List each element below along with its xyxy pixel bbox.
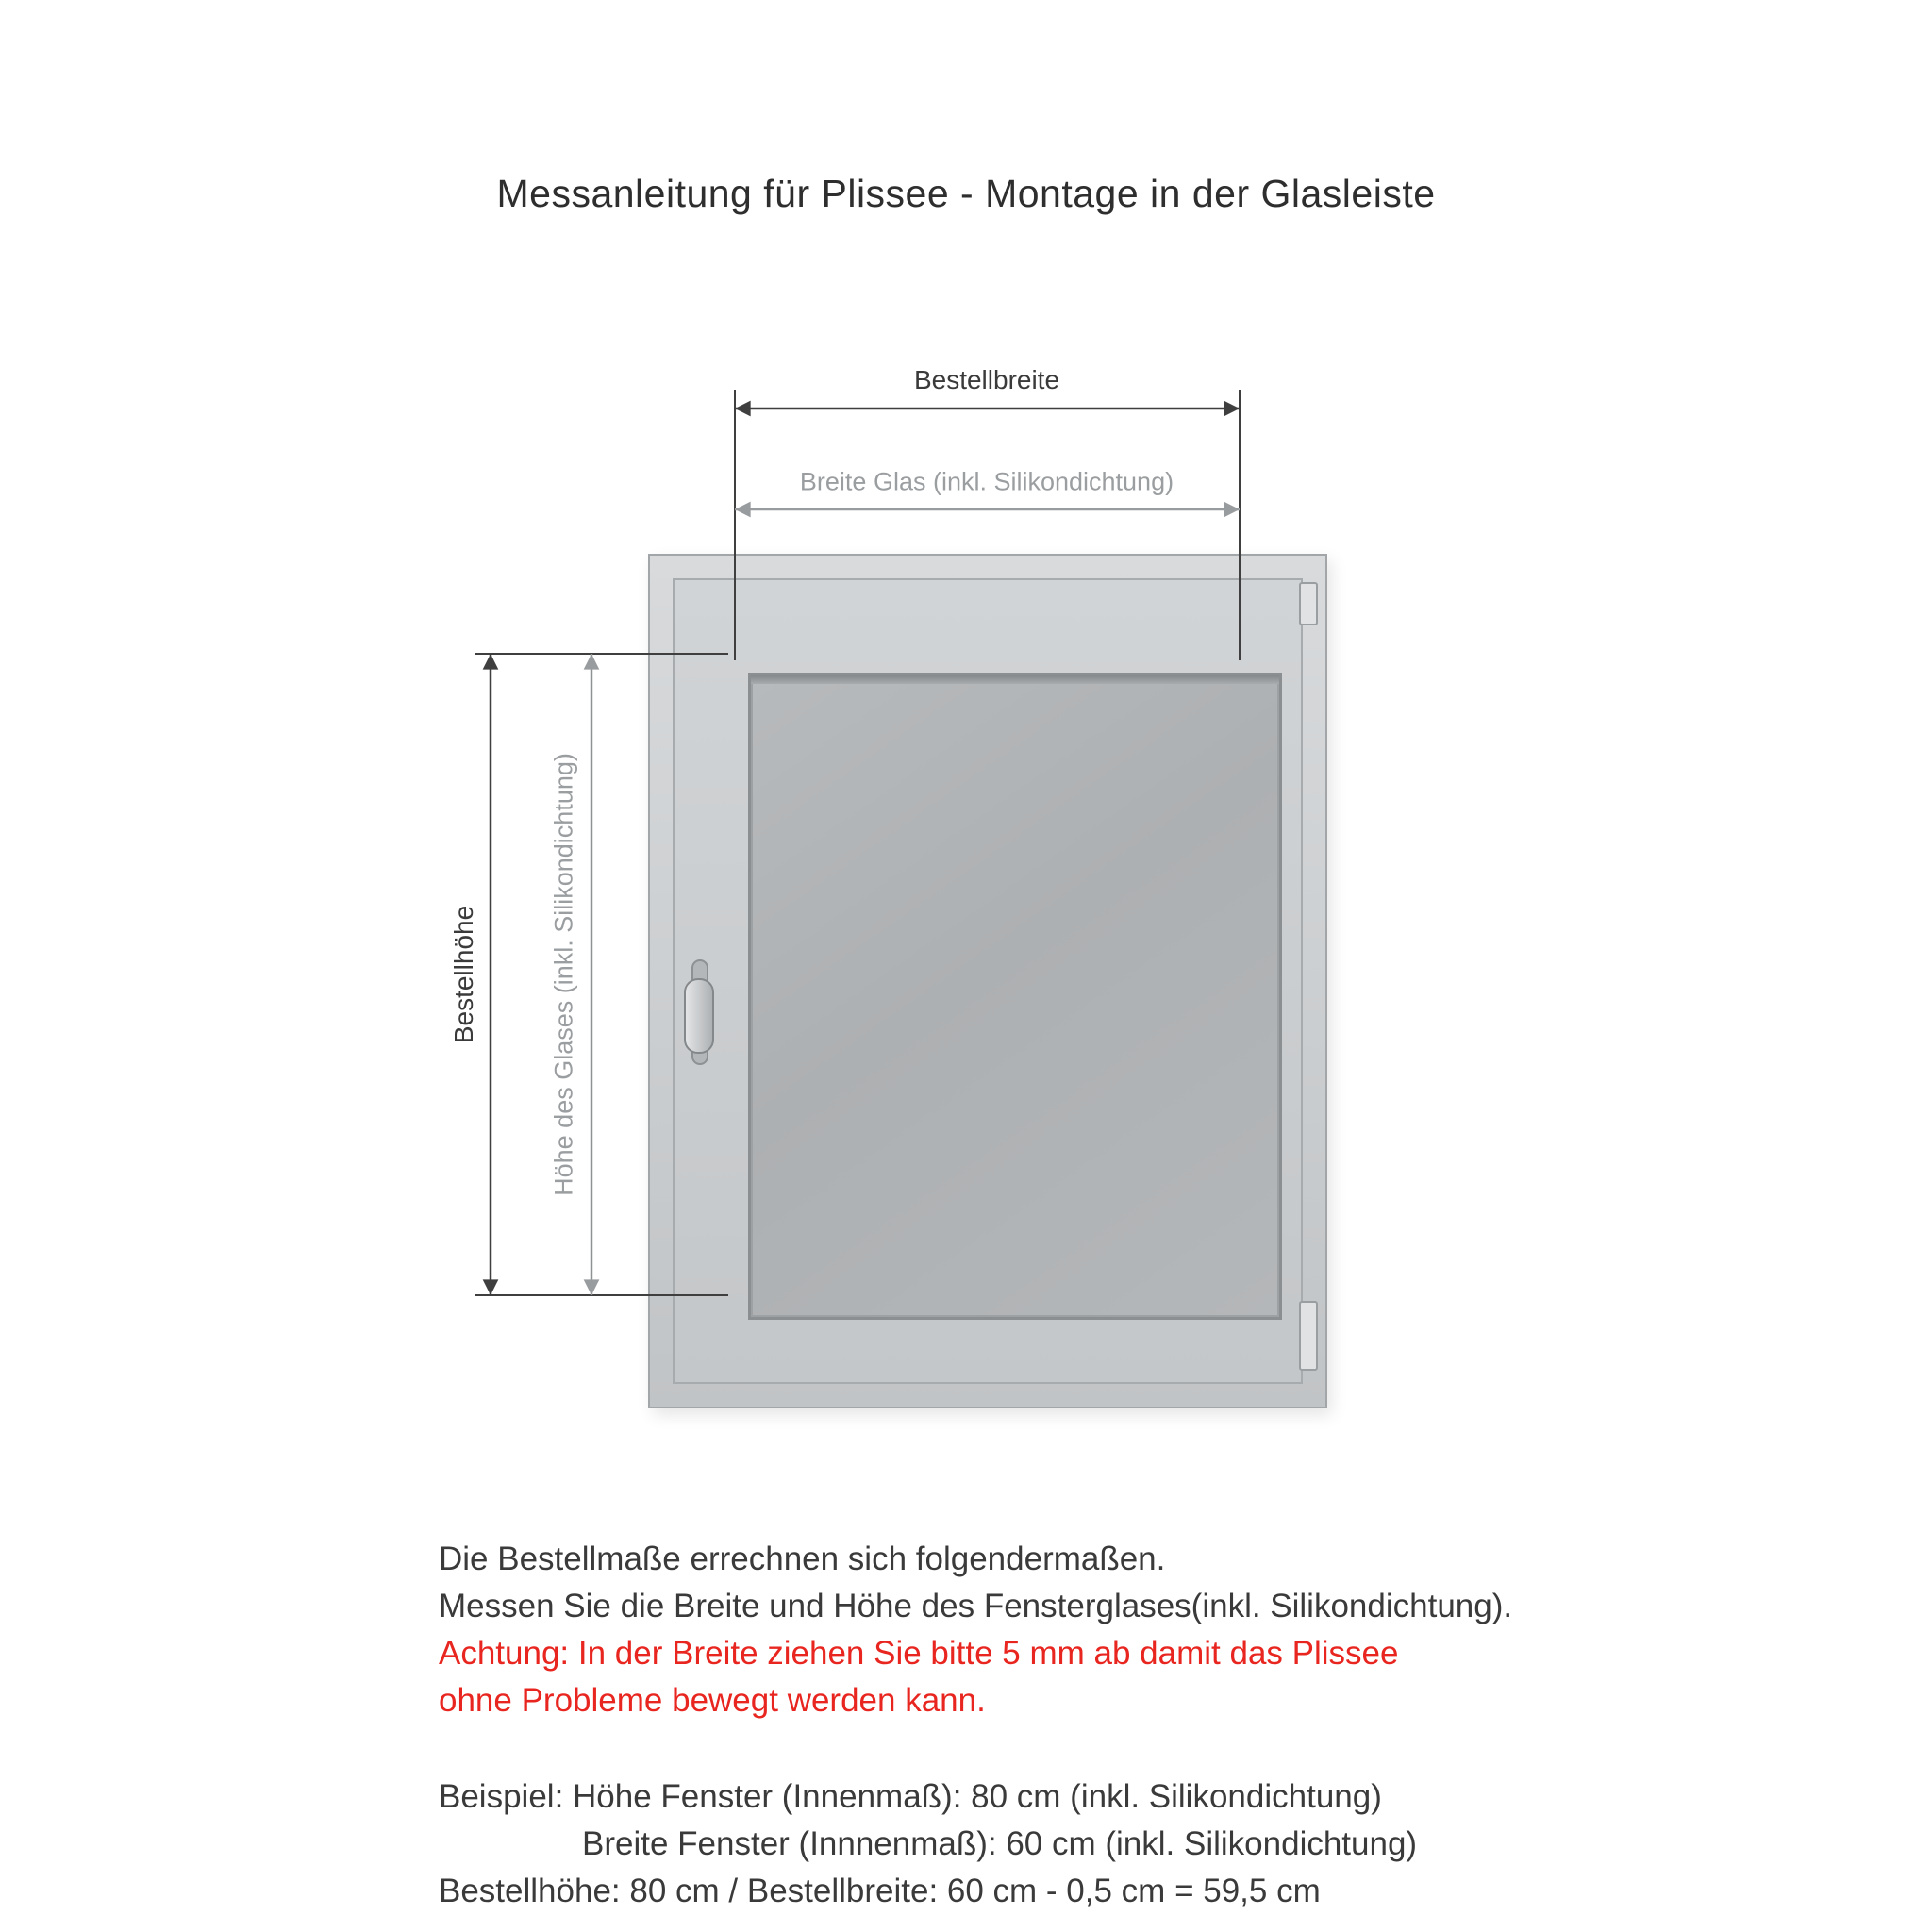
glass-top-seal: [751, 675, 1279, 684]
hinge-bottom-icon: [1299, 1301, 1318, 1371]
warning-line: Achtung: In der Breite ziehen Sie bitte 5 mm ab damit das Plissee: [439, 1635, 1399, 1672]
glass-width-label: Breite Glas (inkl. Silikondichtung): [799, 467, 1174, 496]
page-title: Messanleitung für Plissee - Montage in der Glasleiste: [496, 172, 1436, 215]
instructions-block: [439, 1536, 1512, 1915]
window-sash: [673, 578, 1303, 1384]
window-handle-icon: [684, 978, 714, 1054]
window-glass: [748, 673, 1282, 1320]
warning-line: ohne Probleme bewegt werden kann.: [439, 1682, 986, 1719]
glass-height-label: Höhe des Glases (inkl. Silikondichtung): [549, 753, 578, 1196]
hinge-top-icon: [1299, 582, 1318, 625]
window-frame: [648, 554, 1327, 1408]
instruction-line: Die Bestellmaße errechnen sich folgendermaßen.: [439, 1541, 1166, 1577]
example-line: Beispiel: Höhe Fenster (Innenmaß): 80 cm (inkl. Silikondichtung): [439, 1778, 1382, 1815]
order-height-label: Bestellhöhe: [449, 905, 478, 1044]
order-width-label: Bestellbreite: [913, 365, 1060, 394]
example-line: Bestellhöhe: 80 cm / Bestellbreite: 60 cm - 0,5 cm = 59,5 cm: [439, 1873, 1321, 1909]
example-line: Breite Fenster (Innnenmaß): 60 cm (inkl. Silikondichtung): [582, 1825, 1418, 1862]
instruction-line: Messen Sie die Breite und Höhe des Fensterglases(inkl. Silikondichtung).: [439, 1588, 1513, 1624]
